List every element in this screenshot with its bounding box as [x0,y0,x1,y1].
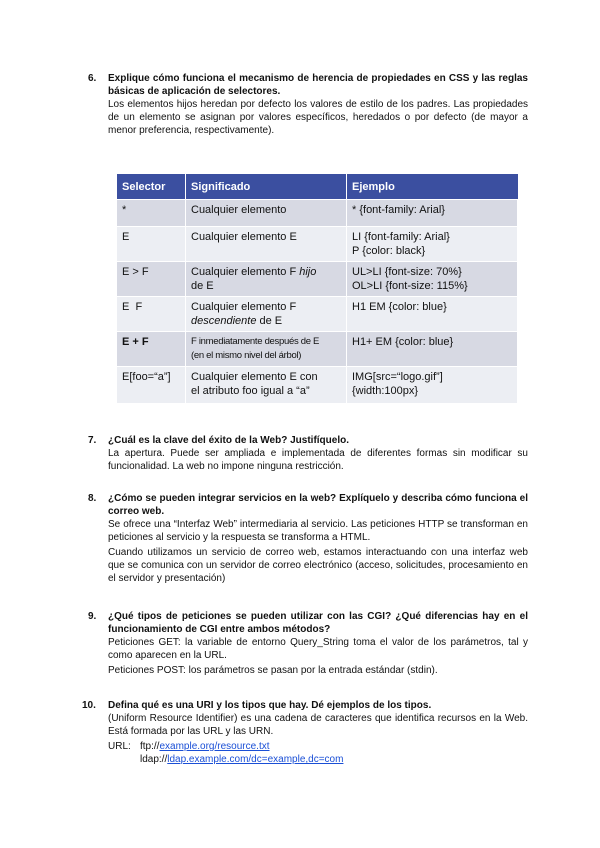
url-label: URL: [108,741,131,752]
example-line: OL>LI {font-size: 115%} [352,280,468,292]
ftp-prefix: ftp:// [140,741,160,752]
question-8 [88,492,528,585]
ldap-prefix: ldap:// [140,754,168,765]
meaning-text: Cualquier elemento F [191,301,297,313]
selector-cell: E > F [117,262,186,297]
meaning-text: F inmediatamente después de E [191,336,320,347]
question-number: 8. [88,493,97,504]
question-10 [82,699,528,766]
meaning-text: Cualquier elemento E con [191,371,318,383]
table-row [117,332,518,367]
table-header-row [117,174,518,200]
table-row [117,367,518,403]
meaning-cell [186,262,347,297]
column-header: Selector [117,174,186,200]
meaning-text: de E [191,280,214,292]
question-number: 10. [82,700,96,711]
answer-paragraph: Se ofrece una “Interfaz Web” intermediaria al servicio. Las peticiones HTTP se transforman en peticiones al servicio y la respuesta se transforma a HTML. [108,519,528,543]
meaning-text: el atributo foo igual a “a” [191,385,310,397]
meaning-emphasis: descendiente [191,315,257,327]
selector-cell: E + F [117,332,186,367]
example-cell [347,367,518,403]
url-example-row [108,740,528,753]
selector-cell: E[foo=“a”] [117,367,186,403]
answer-paragraph: Peticiones POST: los parámetros se pasan por la entrada estándar (stdin). [108,665,438,676]
meaning-cell: Cualquier elemento E [186,227,347,262]
example-cell: * {font-family: Arial} [347,200,518,227]
answer-text [108,636,528,677]
example-line: LI {font-family: Arial} [352,231,450,243]
column-header: Significado [186,174,347,200]
example-cell: H1 EM {color: blue} [347,297,518,332]
selector-cell: E F [117,297,186,332]
column-header: Ejemplo [347,174,518,200]
meaning-cell: Cualquier elemento [186,200,347,227]
answer-text [108,518,528,585]
table-row [117,200,518,227]
answer-paragraph: Cuando utilizamos un servicio de correo web, estamos interactuando con una interfaz web que se comunica con un servidor de correo electrónico (acceso, solicitudes, procesamiento en el servidor y presentación) [108,547,528,584]
answer-text [108,712,528,766]
example-cell [347,262,518,297]
question-6 [88,72,528,137]
meaning-text: de E [256,315,283,327]
question-title: ¿Cómo se pueden integrar servicios en la web? Explíquelo y describa cómo funciona el correo web. [108,493,528,517]
question-number: 6. [88,73,97,84]
url-example-row [108,753,528,766]
selector-cell: E [117,227,186,262]
example-cell: H1+ EM {color: blue} [347,332,518,367]
example-line: P {color: black} [352,245,426,257]
question-number: 9. [88,611,97,622]
example-cell [347,227,518,262]
question-title: ¿Cuál es la clave del éxito de la Web? Justifíquelo. [108,435,349,446]
answer-text: La apertura. Puede ser ampliada e implementada de diferentes formas sin modificar su funcionalidad. La web no impone ninguna restricción. [108,448,528,472]
example-line: {width:100px} [352,385,419,397]
meaning-cell [186,332,347,367]
meaning-emphasis: hijo [299,266,317,278]
selector-table [117,174,518,403]
table-row [117,262,518,297]
table-row [117,297,518,332]
ldap-link[interactable]: ldap.example.com/dc=example,dc=com [167,754,344,765]
answer-text: Los elementos hijos heredan por defecto los valores de estilo de los padres. Las propiedades de un elemento se asignan por valores específicos, heredados o por defecto (de mayor a menor preferencia, respectivamente). [108,99,528,136]
answer-paragraph: (Uniform Resource Identifier) es una cadena de caracteres que identifica recursos en la Web. Está formada por las URL y las URN. [108,713,528,737]
question-9 [88,610,528,677]
meaning-cell [186,367,347,403]
ftp-link[interactable]: example.org/resource.txt [159,741,270,752]
question-7 [88,434,528,473]
meaning-cell [186,297,347,332]
answer-paragraph: Peticiones GET: la variable de entorno Query_String toma el valor de los parámetros, tal y como aparecen en la URL. [108,637,528,661]
question-number: 7. [88,435,97,446]
table-row [117,227,518,262]
question-title: Defina qué es una URI y los tipos que hay. Dé ejemplos de los tipos. [108,700,432,711]
question-title: Explique cómo funciona el mecanismo de herencia de propiedades en CSS y las reglas básicas de aplicación de selectores. [108,73,528,97]
meaning-text: Cualquier elemento F [191,266,300,278]
example-line: IMG[src=“logo.gif”] [352,371,443,383]
meaning-text: (en el mismo nivel del árbol) [191,350,302,361]
selector-cell: * [117,200,186,227]
example-line: UL>LI {font-size: 70%} [352,266,462,278]
question-title: ¿Qué tipos de peticiones se pueden utilizar con las CGI? ¿Qué diferencias hay en el funcionamiento de CGI entre ambos métodos? [108,611,528,635]
